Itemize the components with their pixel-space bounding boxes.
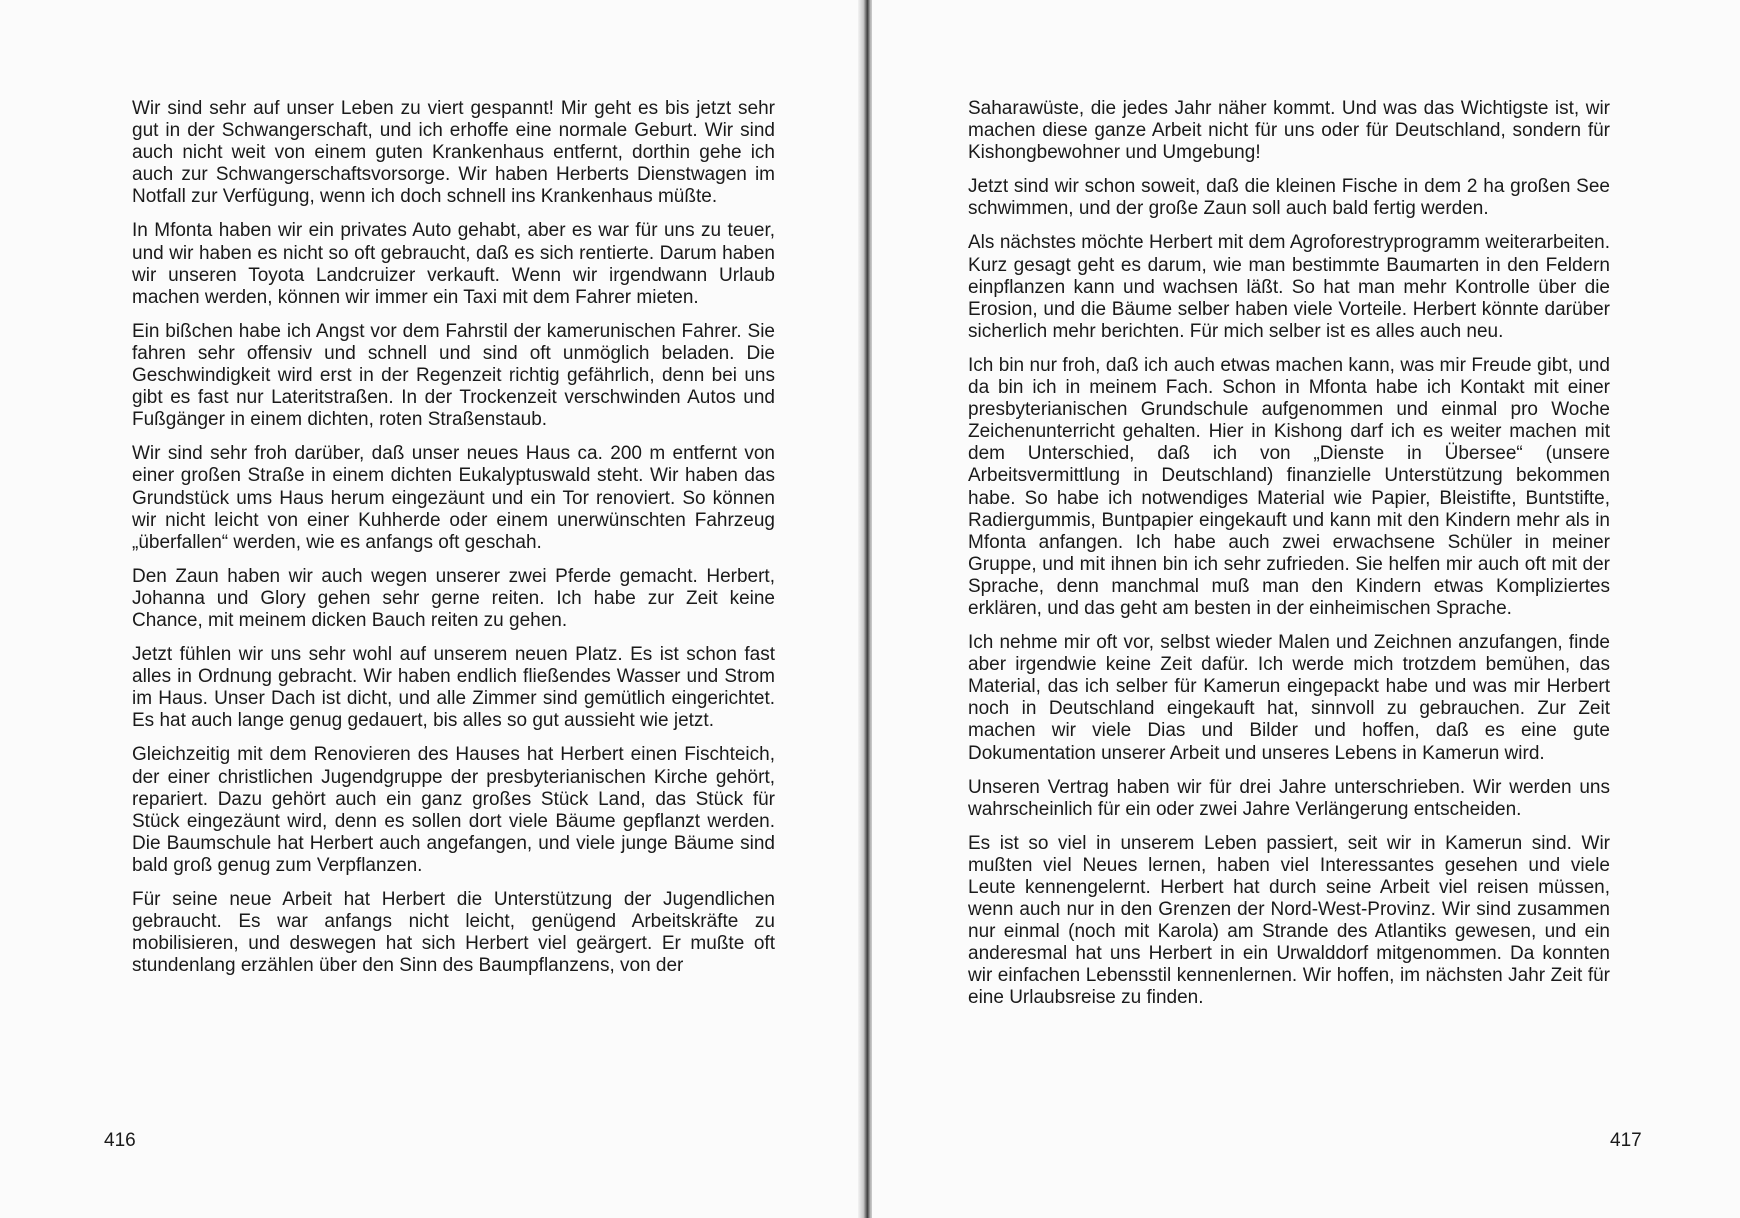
paragraph: In Mfonta haben wir ein privates Auto gehabt, aber es war für uns zu teuer, und wir haben es nicht so oft gebraucht, daß es sich rentierte. Darum haben wir unseren Toyota Landcruizer verkauft. Wenn wir irgendwann Urlaub machen werden, können wir immer ein Taxi mit dem Fahrer mieten.	[132, 220, 775, 308]
paragraph: Ein bißchen habe ich Angst vor dem Fahrstil der kamerunischen Fahrer. Sie fahren sehr offensiv und schnell und sind oft unmöglich beladen. Die Geschwindigkeit wird erst in der Regenzeit richtig gefährlich, denn bei uns gibt es fast nur Lateritstraßen. In der Trockenzeit verschwinden Autos und Fußgänger in einem dichten, roten Straßenstaub.	[132, 320, 775, 431]
paragraph: Jetzt sind wir schon soweit, daß die kleinen Fische in dem 2 ha großen See schwimmen, und der große Zaun soll auch bald fertig werden.	[968, 176, 1610, 220]
left-page	[0, 0, 862, 1218]
paragraph: Wir sind sehr froh darüber, daß unser neues Haus ca. 200 m entfernt von einer großen Straße in einem dichten Eukalyptuswald steht. Wir haben das Grundstück ums Haus herum eingezäunt und ein Tor renoviert. So können wir nicht leicht von einer Kuhherde oder einem unerwünschten Fahrzeug „überfallen“ werden, wie es anfangs oft geschah.	[132, 443, 775, 553]
paragraph: Wir sind sehr auf unser Leben zu viert gespannt! Mir geht es bis jetzt sehr gut in der Schwangerschaft, und ich erhoffe eine normale Geburt. Wir sind auch nicht weit von einem guten Krankenhaus entfernt, dorthin gehe ich auch zur Schwangerschaftsvorsorge. Wir haben Herberts Dienstwagen im Notfall zur Verfügung, wenn ich doch schnell ins Krankenhaus müßte.	[132, 98, 775, 208]
paragraph: Ich bin nur froh, daß ich auch etwas machen kann, was mir Freude gibt, und da bin ich in meinem Fach. Schon in Mfonta habe ich Kontakt mit einer presbyterianischen Grundschule aufgenommen und einmal pro Woche Zeichenunterricht gehalten. Hier in Kishong darf ich es weiter machen mit dem Unterschied, daß ich von „Dienste in Übersee“ (unsere Arbeitsvermittlung in Deutschland) finanzielle Unterstützung bekommen habe. So habe ich notwendiges Material wie Papier, Bleistifte, Buntstifte, Radiergummis, Buntpapier eingekauft und kann mit den Kindern mehr als in Mfonta anfangen. Ich habe auch zwei erwachsene Schüler in meiner Gruppe, und mit ihnen bin ich sehr zufrieden. Sie helfen mir auch oft mit der Sprache, denn manchmal muß man den Kindern etwas Kompliziertes erklären, und das geht am besten in der einheimischen Sprache.	[968, 354, 1610, 619]
paragraph: Gleichzeitig mit dem Renovieren des Hauses hat Herbert einen Fischteich, der einer christlichen Jugendgruppe der presbyterianischen Kirche gehört, repariert. Dazu gehört auch ein ganz großes Stück Land, das Stück für Stück eingezäunt wird, denn es sollen dort viele Bäume gepflanzt werden. Die Baumschule hat Herbert auch angefangen, und viele junge Bäume sind bald groß genug zum Verpflanzen.	[132, 744, 775, 876]
paragraph: Für seine neue Arbeit hat Herbert die Unterstützung der Jugendlichen gebraucht. Es war anfangs nicht leicht, genügend Arbeitskräfte zu mobilisieren, und deswegen hat sich Herbert viel geärgert. Er mußte oft stundenlang erzählen über den Sinn des Baumpflanzens, von der	[132, 889, 775, 977]
paragraph: Unseren Vertrag haben wir für drei Jahre unterschrieben. Wir werden uns wahrscheinlich für ein oder zwei Jahre Verlängerung entscheiden.	[968, 776, 1610, 820]
paragraph: Den Zaun haben wir auch wegen unserer zwei Pferde gemacht. Herbert, Johanna und Glory gehen sehr gerne reiten. Ich habe zur Zeit keine Chance, mit meinem dicken Bauch reiten zu gehen.	[132, 565, 775, 631]
paragraph: Ich nehme mir oft vor, selbst wieder Malen und Zeichnen anzufangen, finde aber irgendwie keine Zeit dafür. Ich werde mich trotzdem bemühen, das Material, das ich selber für Kamerun eingepackt habe und was mir Herbert noch in Deutschland eingekauft hat, sinnvoll zu gebrauchen. Zur Zeit machen wir viele Dias und Bilder und hoffen, daß es eine gute Dokumentation unserer Arbeit und unseres Lebens in Kamerun wird.	[968, 632, 1610, 764]
paragraph: Jetzt fühlen wir uns sehr wohl auf unserem neuen Platz. Es ist schon fast alles in Ordnung gebracht. Wir haben endlich fließendes Wasser und Strom im Haus. Unser Dach ist dicht, und alle Zimmer sind gemütlich eingerichtet. Es hat auch lange genug gedauert, bis alles so gut aussieht wie jetzt.	[132, 644, 775, 732]
right-page	[872, 0, 1740, 1218]
page-number: 417	[1610, 1130, 1642, 1151]
right-page-text	[968, 98, 1610, 1022]
paragraph: Als nächstes möchte Herbert mit dem Agroforestryprogramm weiterarbeiten. Kurz gesagt geht es darum, wie man bestimmte Baumarten in den Feldern einpflanzen kann und wachsen läßt. So hat man mehr Kontrolle über die Erosion, und die Bäume selber haben viele Vorteile. Herbert könnte darüber sicherlich mehr berichten. Für mich selber ist es alles auch neu.	[968, 232, 1610, 342]
paragraph: Saharawüste, die jedes Jahr näher kommt. Und was das Wichtigste ist, wir machen diese ganze Arbeit nicht für uns oder für Deutschland, sondern für Kishongbewohner und Umgebung!	[968, 98, 1610, 164]
left-page-text	[132, 98, 775, 989]
paragraph: Es ist so viel in unserem Leben passiert, seit wir in Kamerun sind. Wir mußten viel Neues lernen, haben viel Interessantes gesehen und viele Leute kennengelernt. Herbert hat durch seine Arbeit viel reisen müssen, wenn auch nur in den Grenzen der Nord-West-Provinz. Wir sind zusammen nur einmal (noch mit Karola) am Strande des Atlantiks gewesen, und ein anderesmal hat uns Herbert in ein Urwalddorf mitgenommen. Da konnten wir einfachen Lebensstil kennenlernen. Wir hoffen, im nächsten Jahr Zeit für eine Urlaubsreise zu finden.	[968, 832, 1610, 1009]
page-number: 416	[104, 1130, 136, 1151]
